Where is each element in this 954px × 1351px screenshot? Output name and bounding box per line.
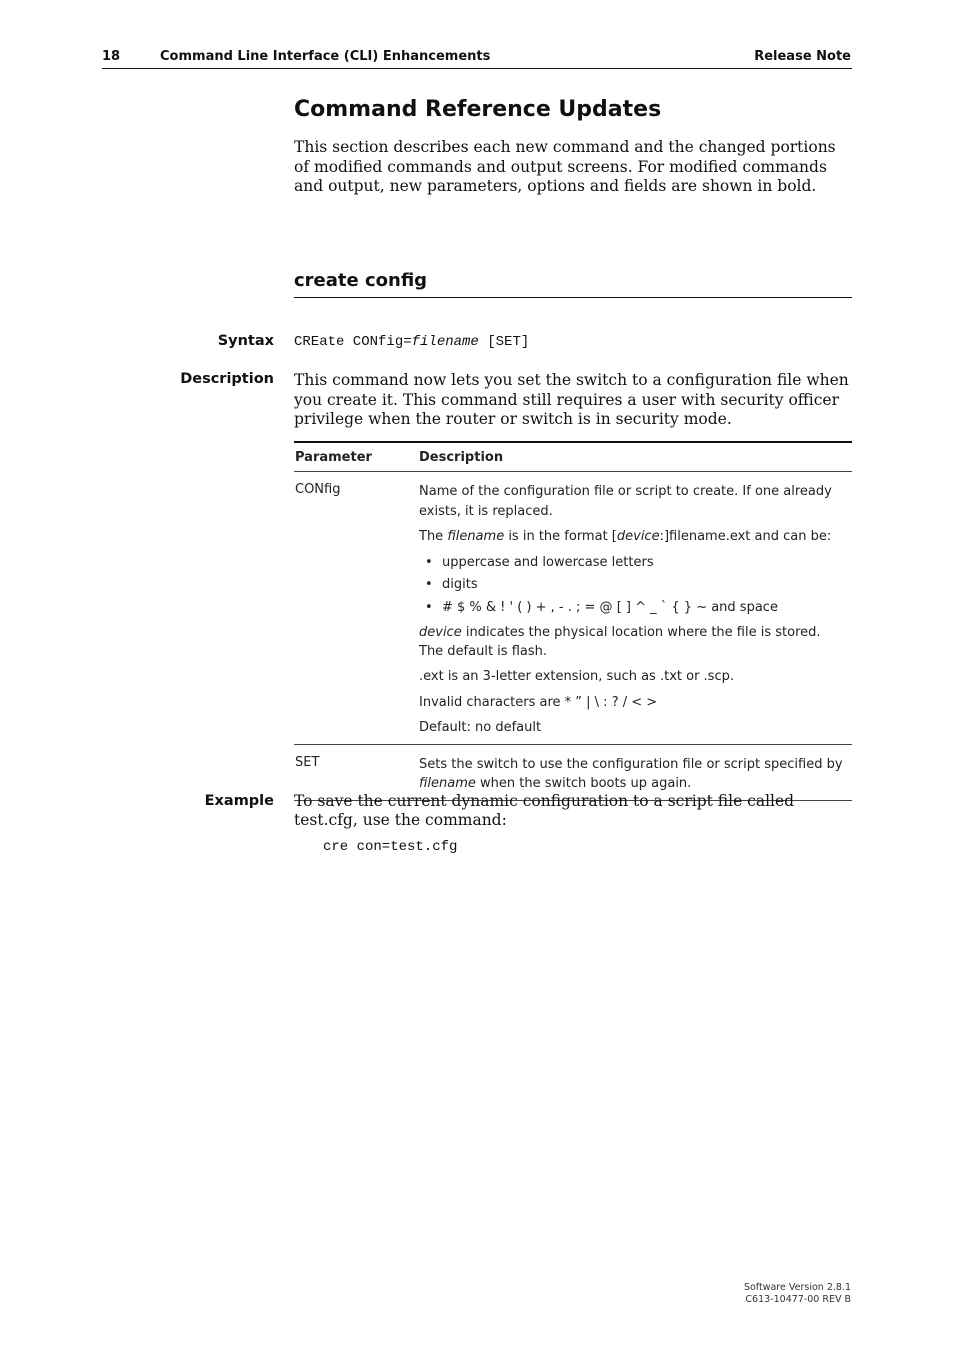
syntax-label: Syntax <box>217 333 274 349</box>
command-title: create config <box>294 270 428 291</box>
table-header-row <box>294 443 852 472</box>
syntax-suffix: [SET] <box>478 334 530 350</box>
device-term: device <box>616 529 660 544</box>
filename-term: filename <box>419 776 476 791</box>
param-name: SET <box>295 754 320 770</box>
document-id: C613-10477-00 REV B <box>745 1294 851 1305</box>
syntax-param: filename <box>411 334 479 350</box>
param-name: CONfig <box>295 482 341 497</box>
list-item <box>425 575 846 595</box>
description-text: This command now lets you set the switch to a configuration file when you create it. This command still requires a user with security officer privilege when the router or switch is in security mode. <box>294 371 849 428</box>
section-title: Command Reference Updates <box>294 97 662 122</box>
bullet-icon: • <box>425 599 433 615</box>
example-code: cre con=test.cfg <box>323 839 458 855</box>
example-text: To save the current dynamic configuration to a script file called test.cfg, use the command: <box>294 792 795 829</box>
column-header-parameter: Parameter <box>295 450 372 465</box>
section-intro: This section describes each new command and the changed portions of modified commands and output screens. For modified commands and output, new parameters, options and fields are shown in bold. <box>294 138 836 195</box>
syntax-prefix: CREate CONfig= <box>294 334 412 350</box>
page-footer <box>744 1282 851 1306</box>
bullet-icon: • <box>425 577 433 592</box>
param-description <box>419 472 852 744</box>
config-desc-p5: Invalid characters are * ” | \ : ? / < > <box>419 694 658 710</box>
text-run: The <box>419 529 448 544</box>
text-run: :]filename.ext and can be: <box>659 529 832 544</box>
set-desc <box>419 755 846 794</box>
list-item-text: digits <box>442 577 478 592</box>
text-run: Sets the switch to use the configuration file or script specified by <box>419 756 843 772</box>
text-run: indicates the physical location where the file is stored. The default is flash. <box>419 625 821 659</box>
text-run: is in the format [ <box>504 529 617 544</box>
parameter-table <box>294 441 852 801</box>
page-number: 18 <box>102 49 121 64</box>
document-title: Release Note <box>754 49 851 64</box>
config-desc-p6: Default: no default <box>419 720 542 735</box>
config-desc-p4: .ext is an 3-letter extension, such as .txt or .scp. <box>419 669 734 684</box>
table-row <box>294 472 852 745</box>
column-header-description: Description <box>419 450 504 465</box>
config-desc-p3 <box>419 623 846 661</box>
list-item-text: # $ % & ! ' ( ) + , - . ; = @ [ ] ^ _ ` { } ~ and space <box>442 599 778 615</box>
bullet-icon: • <box>425 554 433 570</box>
list-item <box>425 598 846 618</box>
header-rule <box>102 68 852 69</box>
filename-term: filename <box>447 529 505 544</box>
device-term: device <box>419 625 462 640</box>
example-label: Example <box>204 793 274 809</box>
chapter-title: Command Line Interface (CLI) Enhancements <box>160 49 491 64</box>
config-desc-p1: Name of the configuration file or script to create. If one already exists, it is replaced. <box>419 484 832 519</box>
text-run: when the switch boots up again. <box>475 776 692 791</box>
syntax-line <box>294 334 529 350</box>
description-label: Description <box>180 371 274 387</box>
command-rule <box>294 297 852 298</box>
list-item <box>425 553 846 573</box>
software-version: Software Version 2.8.1 <box>743 1282 851 1293</box>
list-item-text: uppercase and lowercase letters <box>442 554 654 570</box>
config-desc-p2 <box>419 527 846 547</box>
